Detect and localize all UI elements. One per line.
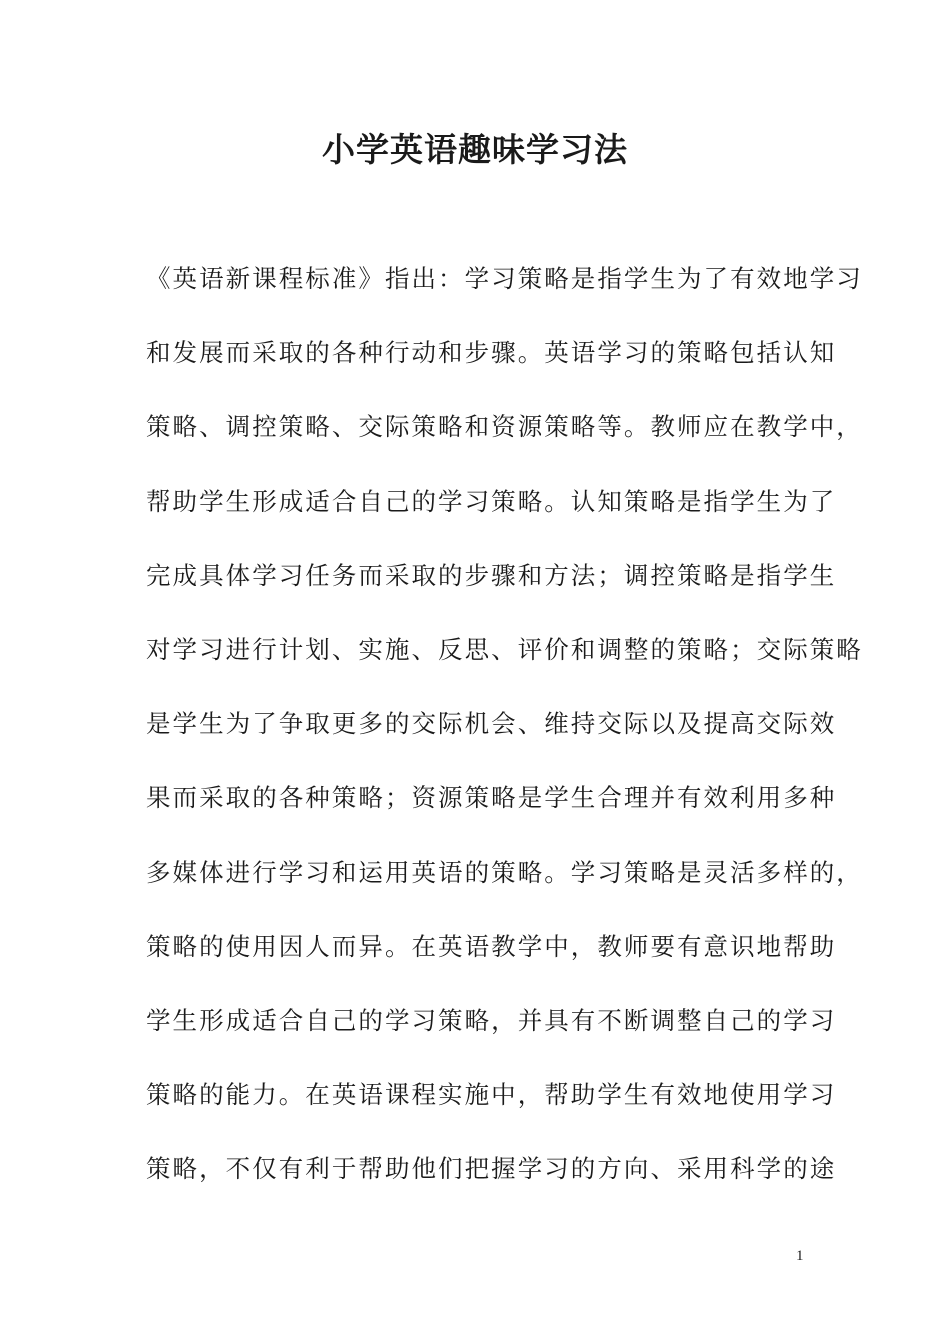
text-line: 策略、调控策略、交际策略和资源策略等。教师应在教学中， bbox=[146, 412, 863, 442]
page-title: 小学英语趣味学习法 bbox=[322, 130, 628, 169]
text-line: 策略，不仅有利于帮助他们把握学习的方向、采用科学的途 bbox=[146, 1154, 837, 1184]
text-line: 策略的使用因人而异。在英语教学中，教师要有意识地帮助 bbox=[146, 931, 837, 961]
text-line: 多媒体进行学习和运用英语的策略。学习策略是灵活多样的， bbox=[146, 857, 863, 887]
text-line: 策略的能力。在英语课程实施中，帮助学生有效地使用学习 bbox=[146, 1080, 837, 1110]
text-line: 帮助学生形成适合自己的学习策略。认知策略是指学生为了 bbox=[146, 486, 837, 516]
text-line: 学生形成适合自己的学习策略，并具有不断调整自己的学习 bbox=[146, 1005, 837, 1035]
page-number: 1 bbox=[796, 1248, 804, 1264]
text-line: 对学习进行计划、实施、反思、评价和调整的策略；交际策略 bbox=[146, 634, 863, 664]
text-line: 果而采取的各种策略；资源策略是学生合理并有效利用多种 bbox=[146, 783, 837, 813]
text-line: 和发展而采取的各种行动和步骤。英语学习的策略包括认知 bbox=[146, 338, 837, 368]
text-line: 是学生为了争取更多的交际机会、维持交际以及提高交际效 bbox=[146, 709, 837, 739]
text-line: 《英语新课程标准》指出：学习策略是指学生为了有效地学习 bbox=[146, 264, 863, 293]
text-line: 完成具体学习任务而采取的步骤和方法；调控策略是指学生 bbox=[146, 560, 837, 590]
body-paragraph bbox=[146, 257, 863, 1221]
